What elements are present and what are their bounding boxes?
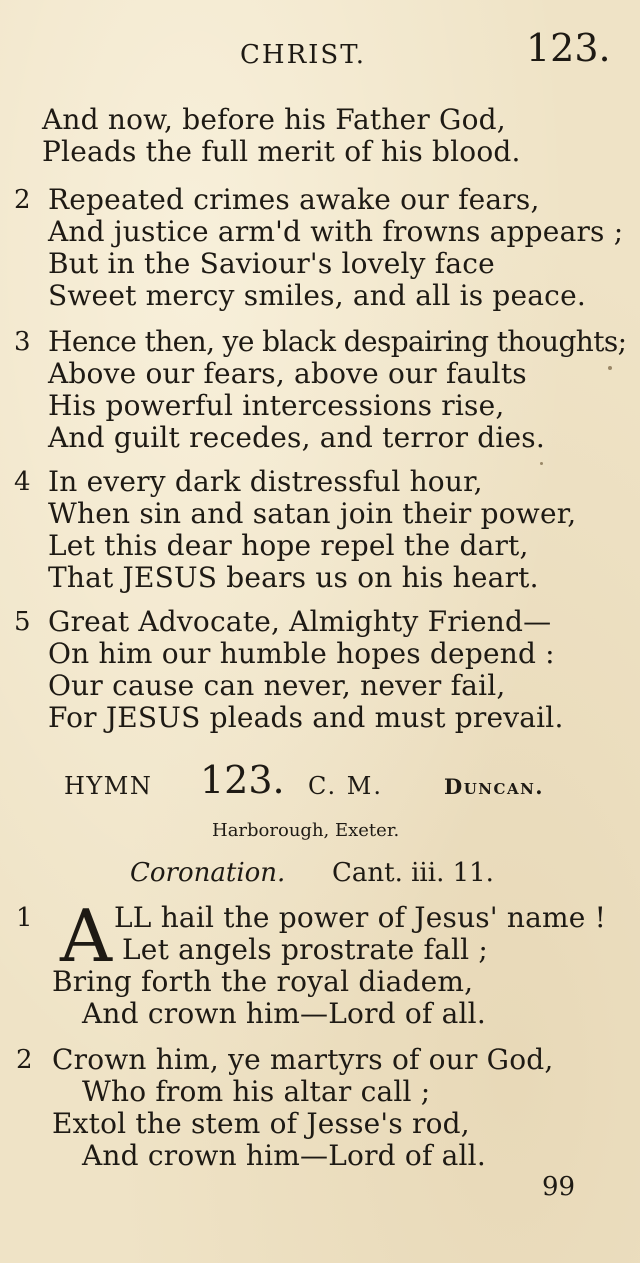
verse-line: His powerful intercessions rise, [48, 389, 505, 422]
verse-line: Hence then, ye black despairing thoughts; [48, 325, 627, 358]
page-number: 99 [542, 1172, 576, 1202]
continuation-line: Pleads the full merit of his blood. [42, 135, 521, 168]
scripture-reference: Cant. iii. 11. [332, 858, 494, 888]
verse-line: Let angels prostrate fall ; [122, 933, 489, 966]
verse-line: But in the Saviour's lovely face [48, 247, 495, 280]
verse-line: In every dark distressful hour, [48, 465, 483, 498]
paper-speck [540, 462, 543, 465]
tune-title: Coronation. [130, 858, 286, 888]
verse-line: Sweet mercy smiles, and all is peace. [48, 279, 586, 312]
tune-names: Harborough, Exeter. [212, 820, 400, 841]
verse-line: Crown him, ye martyrs of our God, [52, 1043, 554, 1076]
hymn-number: 123. [200, 758, 285, 802]
running-head: CHRIST. [240, 40, 367, 70]
verse-line: And crown him—Lord of all. [82, 1139, 486, 1172]
verse-number: 4 [14, 467, 31, 497]
verse-line: For JESUS pleads and must prevail. [48, 701, 564, 734]
verse-line: Extol the stem of Jesse's rod, [52, 1107, 470, 1140]
hymn-label: HYMN [64, 772, 153, 800]
hymn-author: Duncan. [444, 774, 545, 799]
verse-line: And crown him—Lord of all. [82, 997, 486, 1030]
verse-line: Great Advocate, Almighty Friend— [48, 605, 552, 638]
verse-line: Repeated crimes awake our fears, [48, 183, 540, 216]
verse-number: 2 [14, 185, 31, 215]
verse-number: 3 [14, 327, 31, 357]
verse-line: Who from his altar call ; [82, 1075, 431, 1108]
verse-line: LL hail the power of Jesus' name ! [114, 901, 607, 934]
paper-speck [608, 366, 612, 370]
hymn-number-header: 123. [526, 26, 611, 70]
verse-line: And guilt recedes, and terror dies. [48, 421, 545, 454]
drop-cap: A [60, 894, 112, 978]
verse-number: 2 [16, 1045, 33, 1075]
verse-line: On him our humble hopes depend : [48, 637, 555, 670]
verse-line: Above our fears, above our faults [48, 357, 527, 390]
hymn-meter: C. M. [308, 772, 383, 800]
verse-number: 5 [14, 607, 31, 637]
verse-line: Let this dear hope repel the dart, [48, 529, 529, 562]
verse-line: And justice arm'd with frowns appears ; [48, 215, 624, 248]
verse-number: 1 [16, 903, 33, 933]
verse-line: That JESUS bears us on his heart. [48, 561, 539, 594]
continuation-line: And now, before his Father God, [42, 103, 506, 136]
verse-line: Our cause can never, never fail, [48, 669, 506, 702]
verse-line: When sin and satan join their power, [48, 497, 577, 530]
verse-line: Bring forth the royal diadem, [52, 965, 474, 998]
